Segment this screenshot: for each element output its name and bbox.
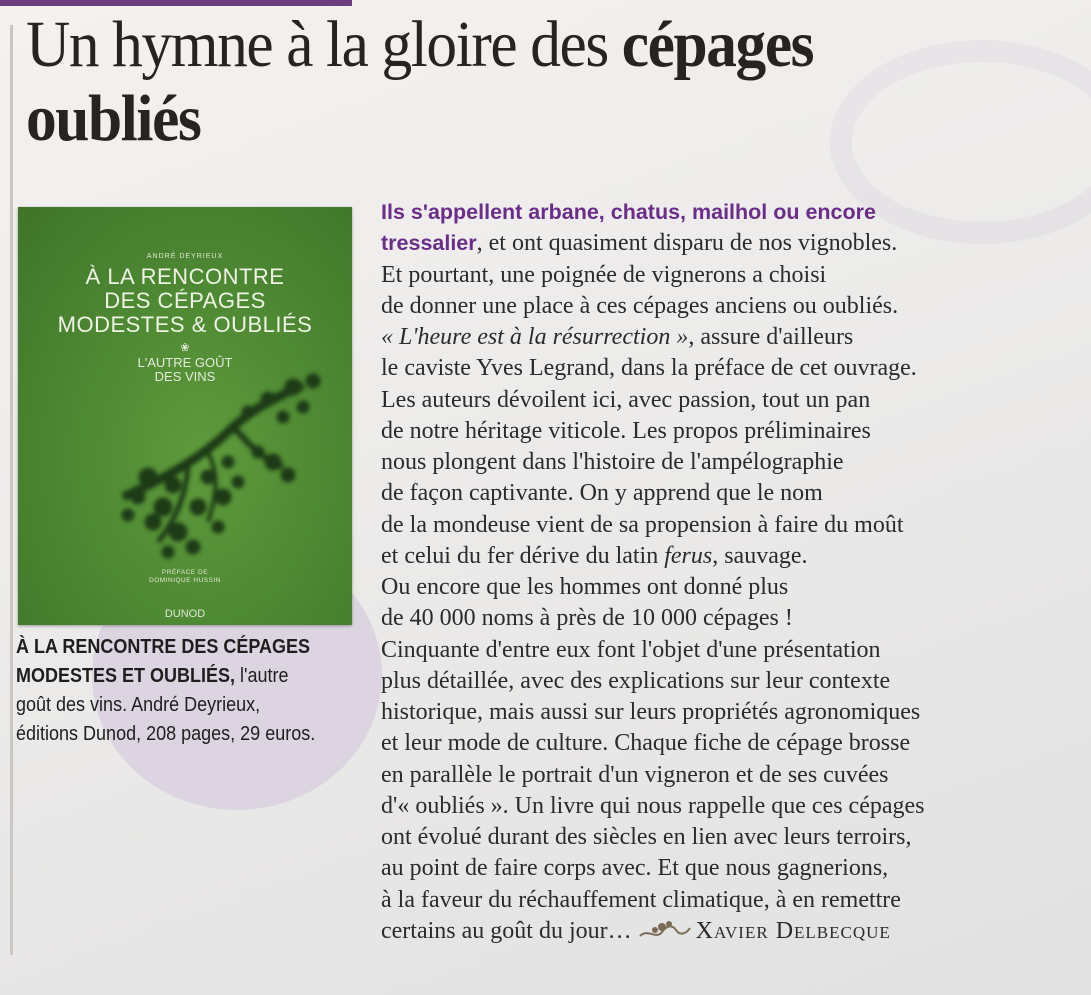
body-line (381, 322, 1086, 353)
author-signature: Xavier Delbecque (695, 917, 891, 944)
body-line-last (381, 916, 1086, 947)
body-line-text: certains au goût du jour… (381, 917, 632, 944)
body-line: en parallèle le portrait d'un vigneron et de ses cuvées (381, 761, 889, 788)
body-line: historique, mais aussi sur leurs propriétés agronomiques (381, 699, 921, 725)
caption-book-title: À LA RENCONTRE DES CÉPAGES MODESTES ET OUBLIÉS, (16, 636, 311, 687)
quote-text: « L'heure est à la résurrection » (381, 324, 689, 350)
body-line: nous plongent dans l'histoire de l'ampélographie (381, 449, 844, 475)
body-line-text: , assure d'ailleurs (688, 324, 854, 350)
body-line: Ou encore que les hommes ont donné plus (381, 574, 789, 600)
body-line: de 40 000 noms à près de 10 000 cépages ! (381, 605, 793, 632)
cover-preface (18, 569, 352, 585)
cover-author: ANDRÉ DEYRIEUX (146, 253, 224, 260)
body-line: de donner une place à ces cépages anciens ou oubliés. (381, 292, 899, 319)
caption-details: l'autre goût des vins. André Deyrieux, éditions Dunod, 208 pages, 29 euros. (16, 665, 316, 745)
body-line-text: , sauvage. (712, 542, 808, 569)
body-line: au point de faire corps avec. Et que nous gagnerions, (381, 855, 889, 882)
body-line (381, 541, 1086, 572)
body-line: d'« oubliés ». Un livre qui nous rappelle que ces cépages (381, 792, 925, 819)
body-line (381, 228, 1086, 259)
cover-subtitle-line-1: L'AUTRE GOÛT (137, 355, 233, 370)
body-line: ont évolué durant des siècles en lien avec leurs terroirs, (381, 824, 912, 850)
body-line: le caviste Yves Legrand, dans la préface de cet ouvrage. (381, 355, 917, 382)
cover-preface-line-1: PRÉFACE DE (161, 569, 209, 576)
body-line: Les auteurs dévoilent ici, avec passion, tout un pan (381, 386, 871, 413)
cover-title-line-1: À LA RENCONTRE (85, 264, 285, 289)
article-body (381, 197, 1086, 947)
body-line: Cinquante d'entre eux font l'objet d'une présentation (381, 636, 881, 663)
body-line: et leur mode de culture. Chaque fiche de cépage brosse (381, 730, 911, 757)
body-line: de la mondeuse vient de sa propension à faire du moût (381, 511, 904, 538)
body-line-text: , et ont quasiment disparu de nos vignobles. (476, 230, 898, 257)
body-line: de façon captivante. On y apprend que le nom (381, 480, 823, 507)
cover-publisher: DUNOD (164, 608, 206, 620)
vine-flourish-icon (638, 918, 692, 942)
section-color-bar (0, 0, 352, 6)
cover-title-line-3: MODESTES & OUBLIÉS (57, 312, 313, 337)
article-headline (26, 8, 956, 156)
body-line: à la faveur du réchauffement climatique, à en remettre (381, 886, 901, 913)
book-caption (16, 633, 318, 749)
headline-part-1: Un hymne à la gloire des (26, 8, 622, 81)
body-line: plus détaillée, avec des explications sur leur contexte (381, 667, 891, 694)
cover-ornament-icon: ❀ (180, 342, 190, 354)
body-line-text: et celui du fer dérive du latin (381, 542, 665, 569)
cover-subtitle-line-2: DES VINS (154, 369, 216, 384)
cover-preface-line-2: DOMINIQUE HUSSIN (149, 577, 221, 584)
lead-continuation: tressalier (381, 231, 477, 256)
body-line: Et pourtant, une poignée de vignerons a choisi (381, 261, 827, 288)
cover-title (18, 265, 352, 337)
grapevine-flower-illustration (108, 357, 348, 572)
book-cover-image (18, 207, 352, 625)
headline-part-2: cépages (621, 8, 814, 81)
body-line-lead: Ils s'appellent arbane, chatus, mailhol ou encore (381, 200, 876, 224)
body-line: de notre héritage viticole. Les propos préliminaires (381, 417, 871, 444)
cover-title-line-2: DES CÉPAGES (104, 288, 266, 313)
headline-part-3: oubliés (26, 82, 201, 155)
latin-word: ferus (664, 542, 713, 569)
column-rule (10, 25, 13, 955)
